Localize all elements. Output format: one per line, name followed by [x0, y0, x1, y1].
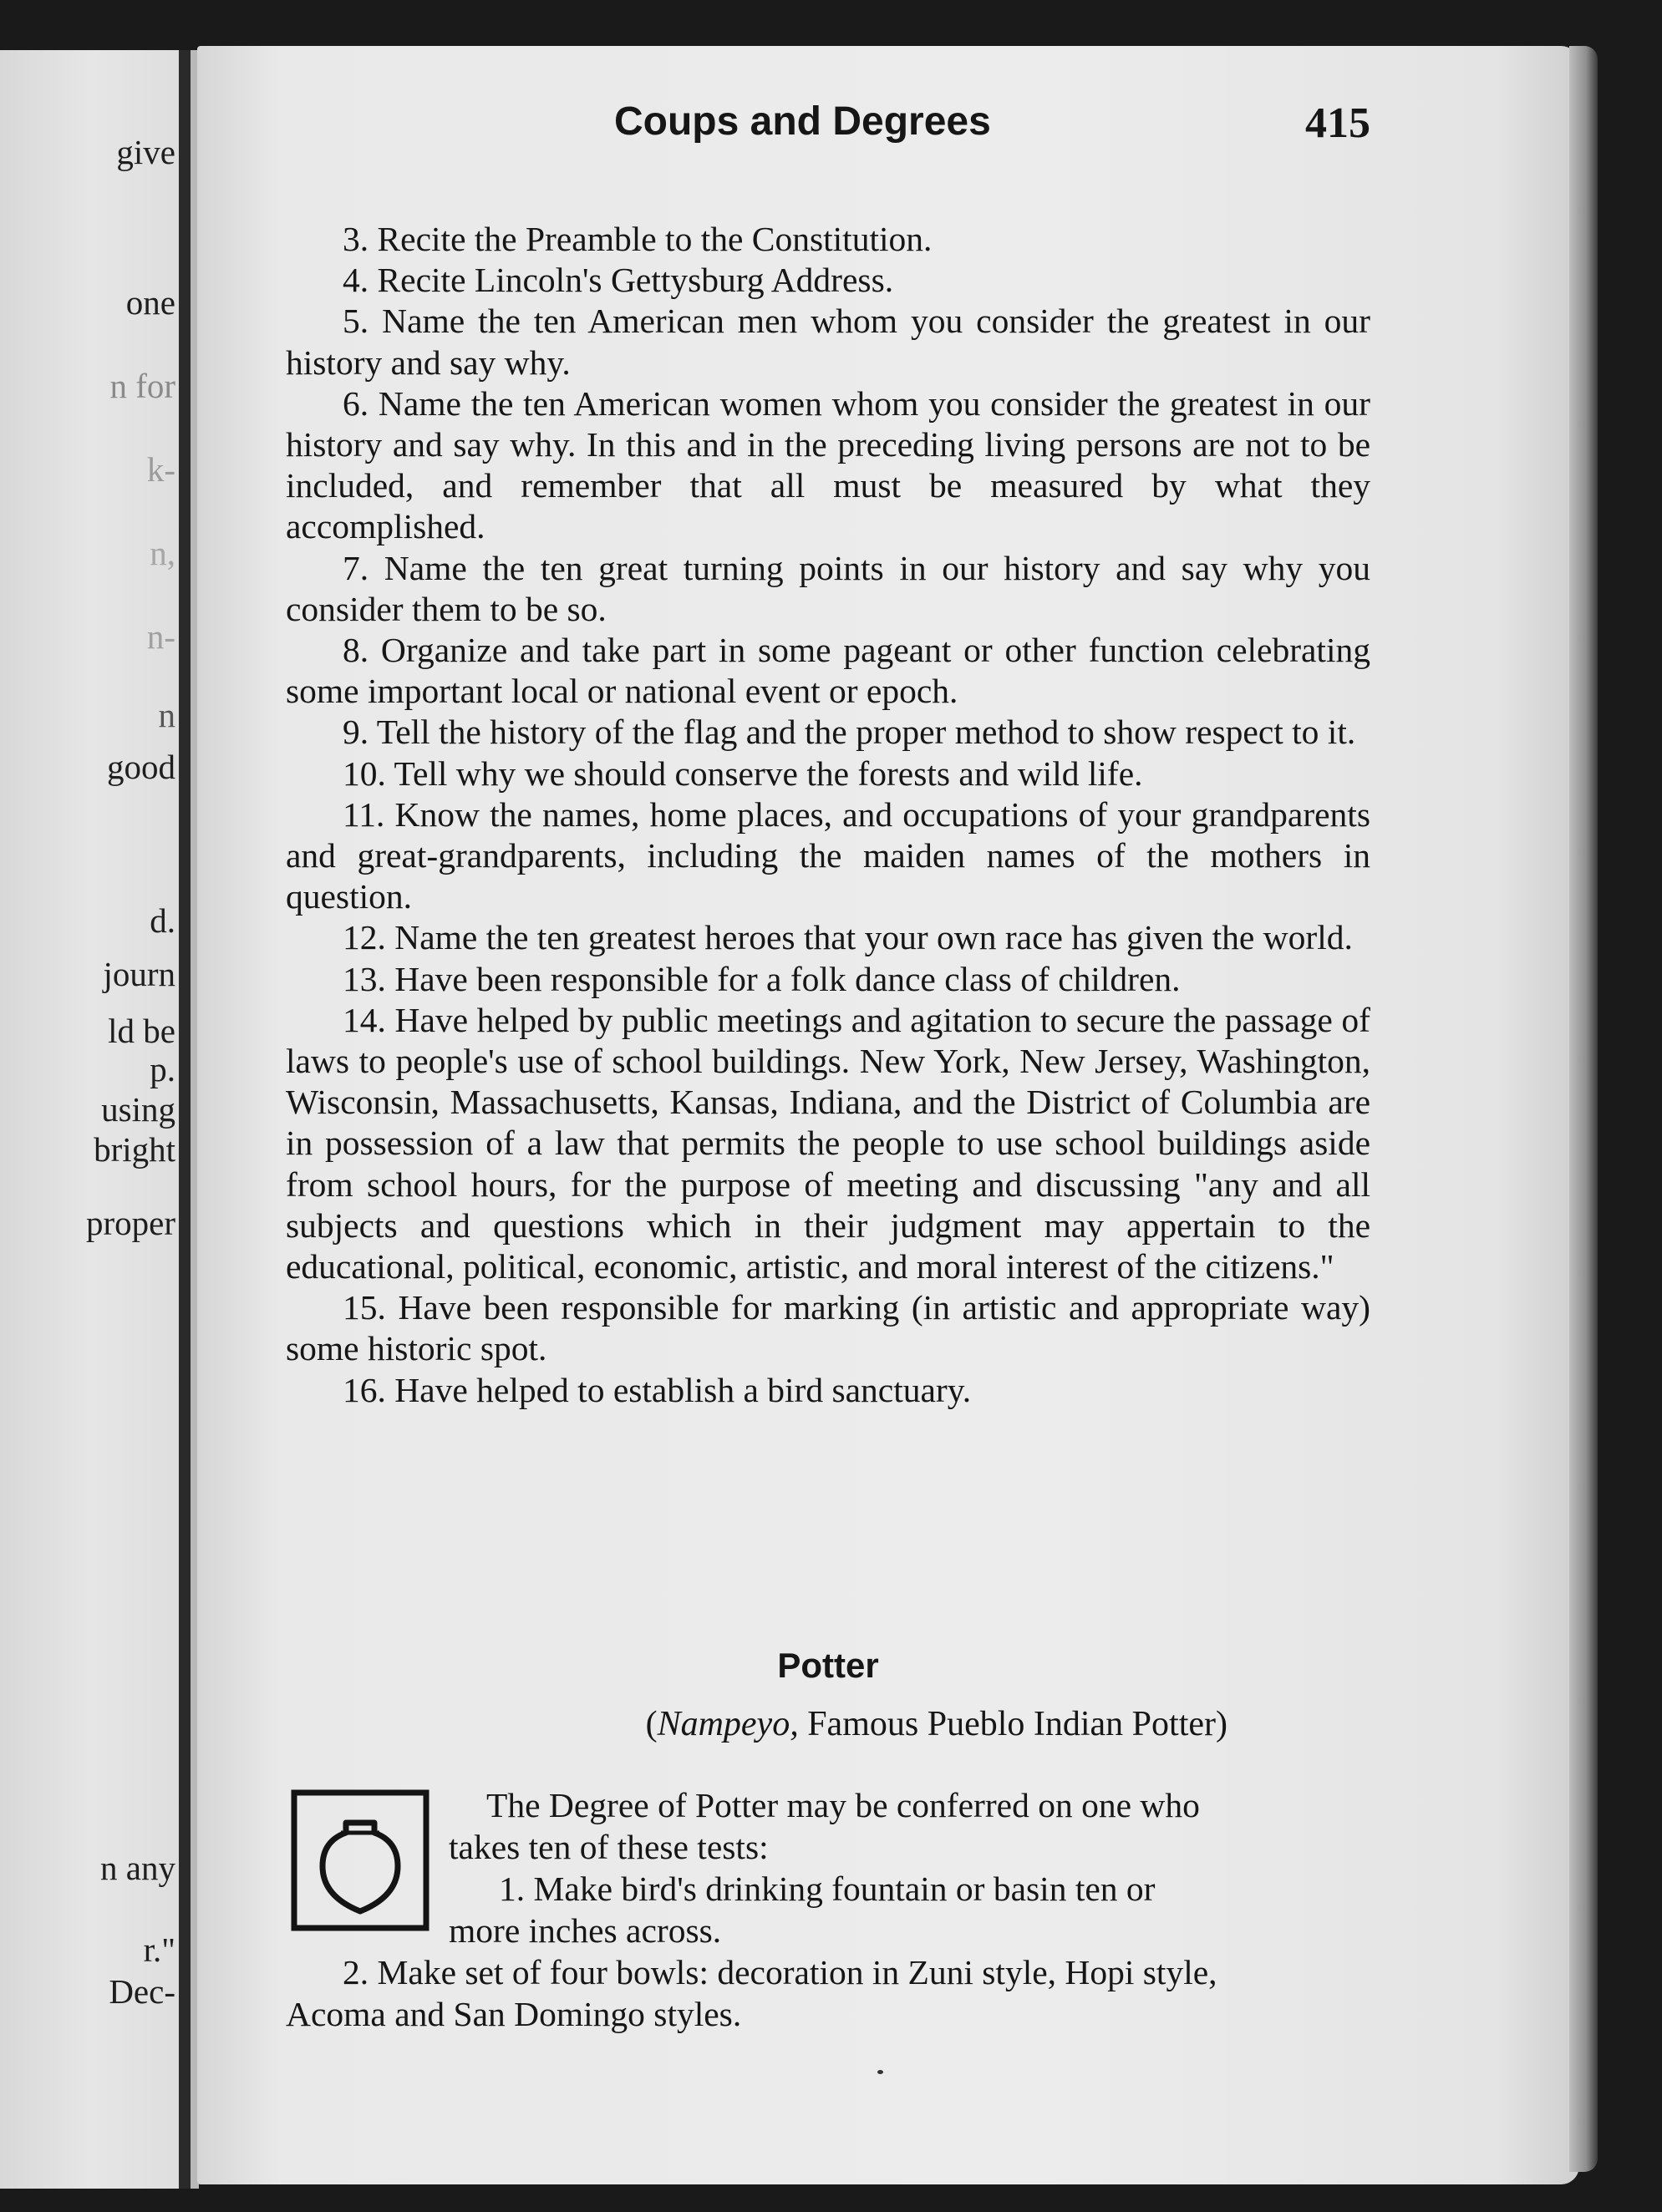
list-item: 3. Recite the Preamble to the Constitution. [343, 220, 933, 258]
list-item: 8. Organize and take part in some pageant or other function celebrating some important local or national event or epoch. [286, 631, 1370, 711]
book-gutter [179, 50, 191, 2189]
list-item: 5. Name the ten American men whom you consider the greatest in our history and say why. [286, 302, 1370, 382]
section-title: Potter [777, 1646, 879, 1685]
left-fragment: n any [100, 1849, 175, 1887]
list-item: 14. Have helped by public meetings and agitation to secure the passage of laws to people's use of school buildings. New York, New Jersey, Washington, Wisconsin, Massachusetts, Kansas, Indiana, and the District of Columbia are in possession of a law that permits the people to use school buildings aside from school hours, for the purpose of meeting and discussing "any and all subjects and questions which in their judgment may appertain to the educational, political, economic, artistic, and moral interest of the citizens." [286, 1000, 1370, 1286]
subtitle-open: ( [645, 1705, 658, 1743]
left-fragment: n, [150, 534, 175, 572]
left-fragment: k- [146, 450, 175, 489]
potter-tests [286, 1784, 1227, 2035]
subtitle-name: Nampeyo, [657, 1705, 799, 1743]
left-page [0, 50, 182, 2189]
running-head [501, 99, 1370, 157]
left-fragment: bright [94, 1130, 175, 1169]
list-item: 11. Know the names, home places, and occupations of your grandparents and great-grandparents, including the maiden names of the mothers in question. [286, 794, 1370, 916]
list-item: 7. Name the ten great turning points in our history and say why you consider them to be so. [286, 548, 1370, 628]
left-fragment: p. [150, 1050, 175, 1088]
list-item: 2. Make set of four bowls: decoration in Zuni style, Hopi style, Acoma and San Domingo styles. [286, 1953, 1217, 2033]
list-item: 1. Make bird's drinking fountain or basin ten or more inches across. [449, 1870, 1156, 1950]
test-list [286, 219, 1370, 1411]
list-item: 6. Name the ten American women whom you consider the greatest in our history and say why. In this and in the preceding living persons are not to be included, and remember that all must be measured by what they accomplished. [286, 383, 1370, 546]
left-fragment: journ [103, 955, 175, 993]
list-item: 10. Tell why we should conserve the forests and wild life. [343, 753, 1143, 793]
left-fragment: good [107, 748, 175, 786]
page-edge [1569, 46, 1598, 2172]
list-item: 13. Have been responsible for a folk dance class of children. [343, 959, 1181, 998]
left-fragment: d. [150, 901, 175, 940]
subtitle-rest: Famous Pueblo Indian Potter) [798, 1705, 1227, 1743]
left-fragment: proper [85, 1204, 175, 1242]
left-fragment: r." [143, 1930, 175, 1969]
left-fragment: n- [146, 617, 175, 656]
potter-intro: The Degree of Potter may be conferred on one who takes ten of these tests: [449, 1786, 1200, 1866]
section-subtitle [286, 1704, 1227, 1744]
list-item: 16. Have helped to establish a bird sanctuary. [343, 1370, 972, 1409]
left-fragment: n [158, 696, 175, 734]
list-item: 9. Tell the history of the flag and the proper method to show respect to it. [343, 713, 1356, 752]
left-fragment: Dec- [109, 1972, 175, 2011]
list-item: 12. Name the ten greatest heroes that your own race has given the world. [343, 918, 1353, 957]
list-item: 15. Have been responsible for marking (in artistic and appropriate way) some historic spot. [286, 1288, 1370, 1368]
left-fragment: n for [109, 367, 175, 405]
running-head-title: Coups and Degrees [614, 99, 991, 144]
page-number: 415 [1305, 99, 1370, 147]
ink-mark [877, 2070, 883, 2074]
left-fragment: give [116, 133, 175, 171]
list-item: 4. Recite Lincoln's Gettysburg Address. [343, 261, 894, 300]
left-fragment: ld be [108, 1012, 175, 1050]
left-fragment: one [125, 283, 175, 322]
left-fragment: using [101, 1090, 175, 1129]
